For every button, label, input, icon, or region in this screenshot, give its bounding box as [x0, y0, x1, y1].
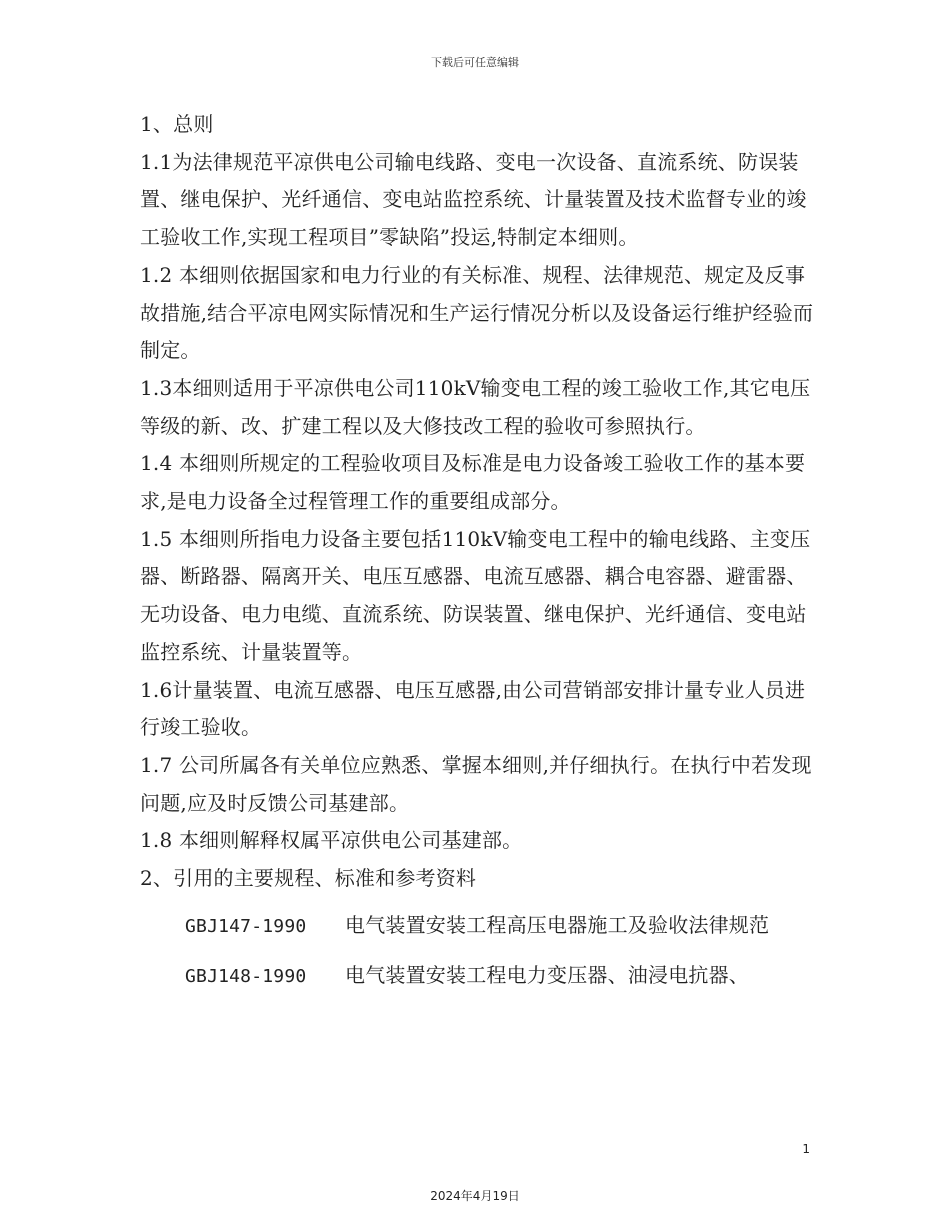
page-number: 1: [802, 1142, 810, 1156]
clause-1-2: 1.2 本细则依据国家和电力行业的有关标准、规程、法律规范、规定及反事故措施,结合平凉电网实际情况和生产运行情况分析以及设备运行维护经验而制定。: [140, 262, 814, 363]
clause-1-3: 1.3本细则适用于平凉供电公司110kV输变电工程的竣工验收工作,其它电压等级的新、改、扩建工程以及大修技改工程的验收可参照执行。: [140, 375, 811, 438]
page-header: 下载后可任意编辑: [431, 56, 519, 69]
page-footer-date: 2024年4月19日: [430, 1189, 520, 1203]
clause-1-6: 1.6计量装置、电流互感器、电压互感器,由公司营销部安排计量专业人员进行竣工验收。: [140, 677, 806, 740]
reference-code: GBJ148-1990: [185, 966, 307, 988]
reference-item: [140, 907, 820, 946]
section-heading-general: 1、总则: [140, 112, 214, 136]
document-body: [140, 106, 820, 996]
clause-1-5: 1.5 本细则所指电力设备主要包括110kV输变电工程中的输电线路、主变压器、断路器、隔离开关、电压互感器、电流互感器、耦合电容器、避雷器、无功设备、电力电缆、直流系统、防误装置、继电保护、光纤通信、变电站监控系统、计量装置等。: [140, 526, 811, 664]
clause-1-7: 1.7 公司所属各有关单位应熟悉、掌握本细则,并仔细执行。在执行中若发现问题,应及时反馈公司基建部。: [140, 752, 812, 815]
clause-1-1: 1.1为法律规范平凉供电公司输电线路、变电一次设备、直流系统、防误装置、继电保护、光纤通信、变电站监控系统、计量装置及技术监督专业的竣工验收工作,实现工程项目”零缺陷”投运,特制定本细则。: [140, 149, 807, 250]
reference-title: 电气装置安装工程电力变压器、油浸电抗器、: [345, 963, 749, 988]
clause-1-4: 1.4 本细则所规定的工程验收项目及标准是电力设备竣工验收工作的基本要求,是电力设备全过程管理工作的重要组成部分。: [140, 451, 806, 514]
reference-item: [140, 957, 820, 996]
reference-title: 电气装置安装工程高压电器施工及验收法律规范: [345, 912, 770, 937]
reference-code: GBJ147-1990: [185, 915, 307, 937]
section-heading-references: 2、引用的主要规程、标准和参考资料: [140, 866, 477, 891]
clause-1-8: 1.8 本细则解释权属平凉供电公司基建部。: [140, 828, 523, 853]
